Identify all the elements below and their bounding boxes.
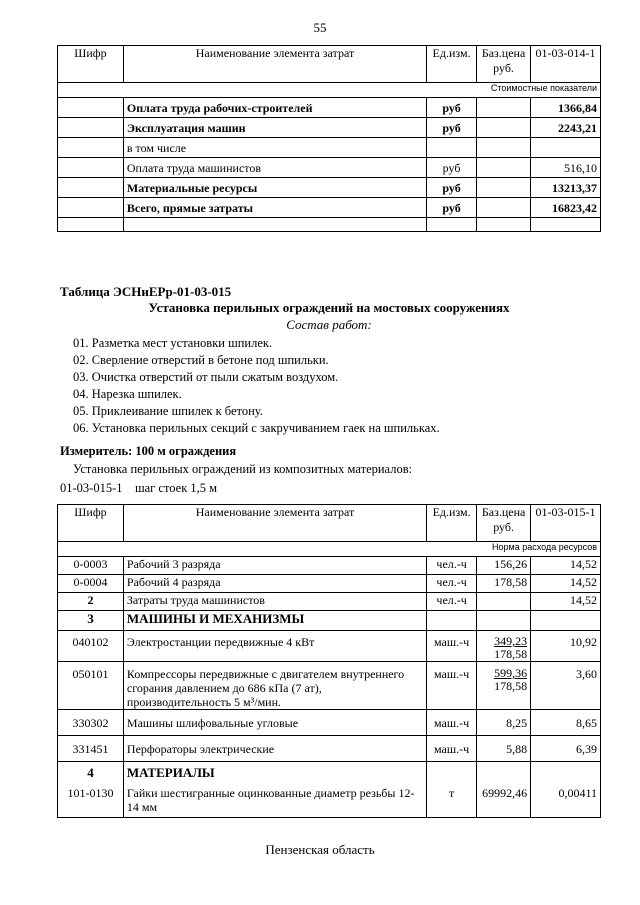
section-code: 3 [58,611,124,631]
row-unit: руб [427,178,477,198]
row-code: 331451 [58,736,124,762]
work-item: 06. Установка перильных секций с закручиванием гаек на шпильках. [73,421,440,435]
table-row [58,118,601,138]
table-row [58,557,601,575]
row-name: Эксплуатация машин [123,118,426,138]
header-code-column: 01-03-014-1 [531,46,601,83]
row-value [531,138,601,158]
row-price-secondary: 178,58 [494,679,528,693]
section-name: МАШИНЫ И МЕХАНИЗМЫ [123,611,426,631]
table-row [58,178,601,198]
section-row [58,611,601,631]
header-base-price: Баз.цена руб. [477,505,531,542]
resource-table [57,504,601,818]
row-code: 0-0003 [58,557,124,575]
table-row-spacer [58,218,601,232]
empty-cell [58,118,124,138]
row-value: 0,00411 [531,786,601,818]
row-value: 14,52 [531,593,601,611]
header-code: Шифр [58,505,124,542]
page-number: 55 [313,20,327,35]
table-row [58,631,601,662]
row-unit: маш.-ч [427,736,477,762]
row-name: Оплата труда рабочих-строителей [123,98,426,118]
row-value: 13213,37 [531,178,601,198]
row-price: 349,23 [494,634,528,648]
table-row [58,736,601,762]
header-unit: Ед.изм. [427,505,477,542]
row-price [477,593,531,611]
row-value: 8,65 [531,710,601,736]
table-row [58,710,601,736]
row-unit: т [427,786,477,818]
empty-cell [477,198,531,218]
work-item: 01. Разметка мест установки шпилек. [73,336,273,350]
header-base-price: Баз.цена руб. [477,46,531,83]
row-name: Машины шлифовальные угловые [123,710,426,736]
row-name: Электростанции передвижные 4 кВт [123,631,426,662]
table-row [58,138,601,158]
row-price: 5,88 [477,736,531,762]
row-name: в том числе [123,138,426,158]
row-code: 330302 [58,710,124,736]
empty-cell [477,218,531,232]
work-heading: Состав работ: [286,317,372,332]
row-name: Затраты труда машинистов [123,593,426,611]
row-value: 16823,42 [531,198,601,218]
row-price: 69992,46 [477,786,531,818]
row-name: Гайки шестигранные оцинкованные диаметр резьбы 12-14 мм [123,786,426,818]
row-unit: чел.-ч [427,575,477,593]
row-unit: маш.-ч [427,710,477,736]
empty-cell [123,218,426,232]
table-row [58,158,601,178]
section-code: 4 [58,762,124,786]
measure: Измеритель: 100 м ограждения [60,444,237,458]
row-value: 10,92 [531,631,601,662]
empty-cell [477,178,531,198]
install-text: Установка перильных ограждений из композитных материалов: [73,462,413,476]
row-value: 6,39 [531,736,601,762]
header-name: Наименование элемента затрат [123,46,426,83]
table-row [58,786,601,818]
empty-cell [58,218,124,232]
row-name: Оплата труда машинистов [123,158,426,178]
work-item: 04. Нарезка шпилек. [73,387,182,401]
row-value: 14,52 [531,575,601,593]
cost-table [57,45,601,232]
row-price: 156,26 [477,557,531,575]
empty-cell [531,218,601,232]
row-name: Всего, прямые затраты [123,198,426,218]
table-subtitle: Установка перильных ограждений на мостовых сооружениях [148,300,510,315]
empty-cell [58,98,124,118]
row-code: 0-0004 [58,575,124,593]
row-value: 516,10 [531,158,601,178]
work-item: 05. Приклеивание шпилек к бетону. [73,404,263,418]
row-code: 050101 [58,662,124,710]
empty-cell [427,218,477,232]
table-row [58,593,601,611]
row-value: 2243,21 [531,118,601,138]
table-row [58,198,601,218]
section-row [58,762,601,786]
table-row [58,98,601,118]
row-unit [427,138,477,158]
header-code: Шифр [58,46,124,83]
table-row [58,662,601,710]
empty-cell [477,98,531,118]
variant: 01-03-015-1 шаг стоек 1,5 м [60,481,218,495]
row-name: Компрессоры передвижные с двигателем внутреннего сгорания давлением до 686 кПа (7 ат), производительность 5 м³/мин. [123,662,426,710]
empty-cell [477,118,531,138]
row-name: Рабочий 3 разряда [123,557,426,575]
row-unit: чел.-ч [427,557,477,575]
table-title: Таблица ЭСНиЕРр-01-03-015 [60,284,232,299]
row-unit: руб [427,98,477,118]
empty-cell [477,158,531,178]
empty-cell [58,178,124,198]
row-code: 101-0130 [58,786,124,818]
row-value: 14,52 [531,557,601,575]
empty-cell [58,138,124,158]
empty-cell [58,158,124,178]
row-unit: руб [427,158,477,178]
row-code: 040102 [58,631,124,662]
row-name: Рабочий 4 разряда [123,575,426,593]
section-name: МАТЕРИАЛЫ [123,762,426,786]
work-list [73,335,440,437]
work-item: 03. Очистка отверстий от пыли сжатым воздухом. [73,370,339,384]
subheader: Норма расхода ресурсов [58,542,601,557]
subheader: Стоимостные показатели [58,83,601,98]
work-item: 02. Сверление отверстий в бетоне под шпильки. [73,353,329,367]
row-unit: руб [427,198,477,218]
row-code: 2 [58,593,124,611]
row-unit: маш.-ч [427,631,477,662]
row-name: Материальные ресурсы [123,178,426,198]
row-price: 599,36 [494,666,528,680]
row-name: Перфораторы электрические [123,736,426,762]
empty-cell [58,198,124,218]
row-unit: маш.-ч [427,662,477,710]
row-unit: руб [427,118,477,138]
row-value: 3,60 [531,662,601,710]
table-row [58,575,601,593]
header-unit: Ед.изм. [427,46,477,83]
row-price-secondary: 178,58 [494,647,528,661]
row-unit: чел.-ч [427,593,477,611]
row-price: 178,58 [477,575,531,593]
header-code-column: 01-03-015-1 [531,505,601,542]
footer-region: Пензенская область [265,842,375,857]
empty-cell [477,138,531,158]
row-value: 1366,84 [531,98,601,118]
row-price: 8,25 [477,710,531,736]
header-name: Наименование элемента затрат [123,505,426,542]
